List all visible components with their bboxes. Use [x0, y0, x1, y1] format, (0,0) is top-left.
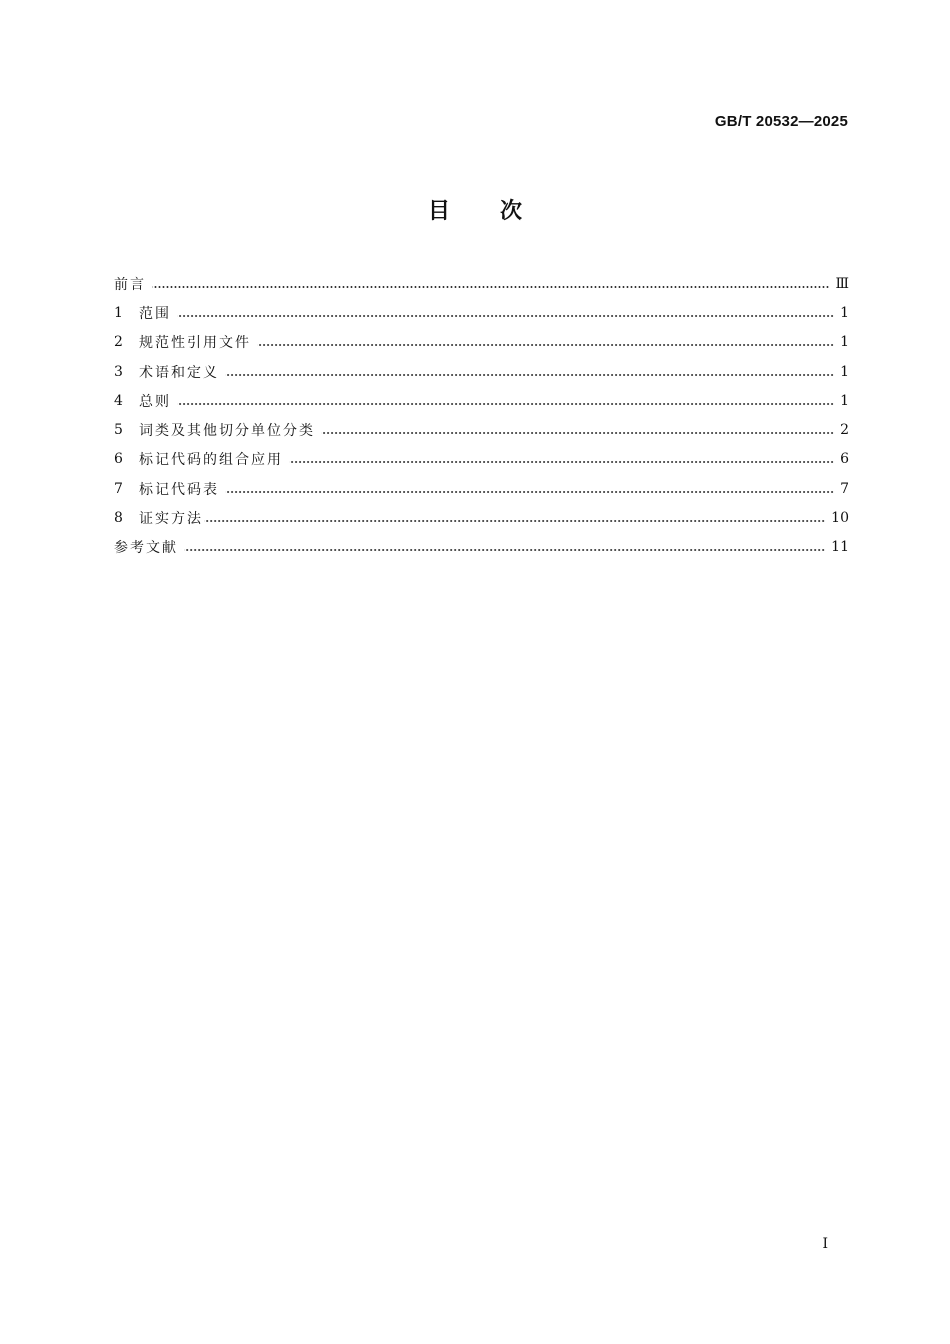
toc-entry-page: Ⅲ — [835, 275, 849, 292]
toc-entry-page: 6 — [840, 451, 849, 468]
toc-leader-dots — [289, 461, 834, 463]
toc-entry-bibliography[interactable] — [114, 533, 849, 562]
toc-entry-page: 1 — [840, 363, 849, 380]
toc-entry-scope[interactable] — [114, 298, 849, 327]
standard-code: GB/T 20532—2025 — [714, 113, 848, 130]
toc-entry-page: 10 — [831, 510, 849, 527]
toc-entry-page: 2 — [840, 422, 849, 439]
toc-entry-label: 术语和定义 — [139, 364, 219, 381]
toc-entry-label: 范围 — [139, 305, 171, 322]
toc-entry-code-combination[interactable] — [114, 445, 849, 474]
toc-entry-label: 标记代码的组合应用 — [139, 452, 283, 469]
toc-entry-number: 5 — [114, 422, 123, 439]
toc-leader-dots — [257, 344, 834, 346]
toc-entry-terms-definitions[interactable] — [114, 357, 849, 386]
toc-entry-label: 总则 — [139, 393, 171, 410]
toc-leader-dots — [225, 374, 834, 376]
toc-entry-number: 2 — [114, 334, 123, 351]
toc-entry-number: 6 — [114, 451, 123, 468]
toc-leader-dots — [204, 520, 825, 522]
toc-entry-label: 标记代码表 — [139, 481, 219, 498]
toc-entry-general[interactable] — [114, 386, 849, 415]
page-number: I — [822, 1236, 828, 1252]
toc-leader-dots — [225, 491, 834, 493]
toc-entry-number: 8 — [114, 510, 123, 527]
toc-entry-code-table[interactable] — [114, 474, 849, 503]
toc-entry-normative-references[interactable] — [114, 328, 849, 357]
toc-entry-word-classes[interactable] — [114, 415, 849, 444]
toc-entry-page: 1 — [840, 334, 849, 351]
toc-entry-number: 1 — [114, 304, 123, 321]
table-of-contents — [114, 269, 849, 562]
toc-entry-page: 7 — [840, 480, 849, 497]
toc-entry-number: 7 — [114, 480, 123, 497]
toc-leader-dots — [177, 315, 834, 317]
toc-entry-number: 4 — [114, 392, 123, 409]
toc-entry-number: 3 — [114, 363, 123, 380]
toc-leader-dots — [152, 286, 829, 288]
toc-entry-label: 词类及其他切分单位分类 — [139, 423, 315, 440]
toc-entry-page: 1 — [840, 304, 849, 321]
toc-entry-page: 11 — [831, 539, 849, 556]
toc-leader-dots — [321, 432, 834, 434]
toc-entry-label: 前言 — [114, 276, 146, 293]
toc-leader-dots — [177, 403, 834, 405]
toc-entry-page: 1 — [840, 392, 849, 409]
toc-title: 目次 — [427, 199, 572, 224]
toc-entry-label: 证实方法 — [139, 511, 203, 528]
toc-entry-foreword[interactable] — [114, 269, 849, 298]
toc-entry-label: 参考文献 — [114, 540, 178, 557]
toc-leader-dots — [184, 549, 825, 551]
toc-entry-label: 规范性引用文件 — [139, 335, 251, 352]
toc-entry-verification-method[interactable] — [114, 503, 849, 532]
